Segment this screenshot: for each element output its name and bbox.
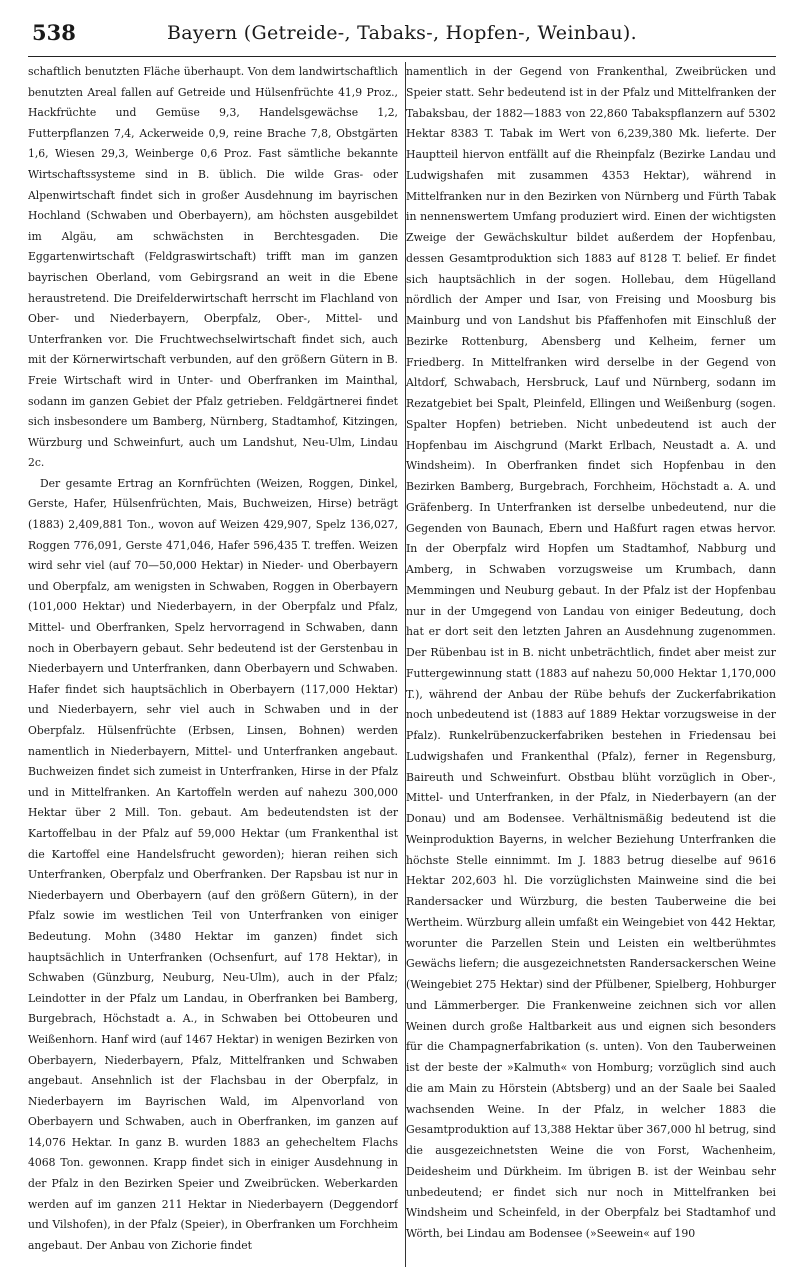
left-column bbox=[28, 62, 398, 1267]
text-columns bbox=[28, 62, 776, 1267]
paragraph: namentlich in der Gegend von Frankenthal, Zweibrücken und Speier statt. Sehr bedeutend ist in der Pfalz und Mittelfranken der Tabaksbau, der 1882—1883 von 22,860 Tabakspflanzern auf 5302 Hektar 8383 T. Tabak im Wert von 6,239,380 Mk. lieferte. Der Hauptteil hiervon entfällt auf die Rheinpfalz (Bezirke Landau und Ludwigshafen mit zusammen 4353 Hektar), während in Mittelfranken nur in den Bezirken von Nürnberg und Fürth Tabak in nennenswertem Umfang produziert wird. Einen der wichtigsten Zweige der Gewächskultur bildet außerdem der Hopfenbau, dessen Gesamtproduktion sich 1883 auf 8128 T. belief. Er findet sich hauptsächlich in der sogen. Hollebau, dem Hügelland nördlich der Amper und Isar, von Freising und Moosburg bis Mainburg und von Landshut bis Pfaffenhofen mit Einschluß der Bezirke Rottenburg, Abensberg und Kelheim, ferner um Friedberg. In Mittelfranken wird derselbe in der Gegend von Altdorf, Schwabach, Hersbruck, Lauf und Nürnberg, sodann im Rezatgebiet bei Spalt, Pleinfeld, Ellingen und Weißenburg (sogen. Spalter Hopfen) betrieben. Nicht unbedeutend ist auch der Hopfenbau im Aischgrund (Markt Erlbach, Neustadt a. A. und Windsheim). In Oberfranken findet sich Hopfenbau in den Bezirken Bamberg, Burgebrach, Forchheim, Höchstadt a. A. und Gräfenberg. In Unterfranken ist derselbe unbedeutend, nur die Gegenden von Baunach, Ebern und Haßfurt ragen etwas hervor. In der Oberpfalz wird Hopfen um Stadtamhof, Nabburg und Amberg, in Schwaben vorzugsweise um Krumbach, dann Memmingen und Neuburg gebaut. In der Pfalz ist der Hopfenbau nur in der Umgegend von Landau von einiger Bedeutung, doch hat er dort seit den letzten Jahren an Ausdehnung zugenommen. Der Rübenbau ist in B. nicht unbeträchtlich, findet aber meist zur Futtergewinnung statt (1883 auf nahezu 50,000 Hektar 1,170,000 T.), während der Anbau der Rübe behufs der Zuckerfabrikation noch unbedeutend ist (1883 auf 1889 Hektar vorzugsweise in der Pfalz). Runkelrübenzuckerfabriken bestehen in Friedensau bei Ludwigshafen und Frankenthal (Pfalz), ferner in Regensburg, Baireuth und Schweinfurt. Obstbau blüht vorzüglich in Ober-, Mittel- und Unterfranken, in der Pfalz, in Niederbayern (an der Donau) und am Bodensee. Verhältnismäßig bedeutend ist die Weinproduktion Bayerns, in welcher Beziehung Unterfranken die höchste Stelle einnimmt. Im J. 1883 betrug dieselbe auf 9616 Hektar 202,603 hl. Die vorzüglichsten Mainweine sind die bei Randersacker und Würzburg, die besten Tauberweine die bei Wertheim. Würzburg allein umfaßt ein Weingebiet von 442 Hektar, worunter die Parzellen Stein und Leisten ein weltberühmtes Gewächs liefern; die ausgezeichnetsten Randersackerschen Weine (Weingebiet 275 Hektar) sind der Pfülbener, Spielberg, Hohburger und Lämmerberger. Die Frankenweine zeichnen sich vor allen Weinen durch große Haltbarkeit aus und eignen sich besonders für die Champagnerfabrikation (s. unten). Von den Tauberweinen ist der beste der »Kalmuth« von Homburg; vorzüglich sind auch die am Main zu Hörstein (Abtsberg) und an der Saale bei Saaled wachsenden Weine. In der Pfalz, in welcher 1883 die Gesamtproduktion auf 13,388 Hektar über 367,000 hl betrug, sind die ausgezeichnetsten Weine die von Forst, Wachenheim, Deidesheim und Dürkheim. Im übrigen B. ist der Weinbau sehr unbedeutend; er findet sich nur noch in Mittelfranken bei Windsheim und Scheinfeld, in der Oberpfalz bei Stadtamhof und Wörth, bei Lindau am Bodensee (»Seewein« auf 190 bbox=[406, 65, 776, 1240]
right-column bbox=[406, 62, 776, 1267]
page-header bbox=[28, 16, 776, 57]
page-number: 538 bbox=[32, 20, 76, 45]
paragraph: Der gesamte Ertrag an Kornfrüchten (Weizen, Roggen, Dinkel, Gerste, Hafer, Hülsenfrüchten, Mais, Buchweizen, Hirse) beträgt (1883) 2,409,881 Ton., wovon auf Weizen 429,907, Spelz 136,027, Roggen 776,091, Gerste 471,046, Hafer 596,435 T. treffen. Weizen wird sehr viel (auf 70—50,000 Hektar) in Nieder- und Oberbayern und Oberpfalz, am wenigsten in Schwaben, Roggen in Oberbayern (101,000 Hektar) und Niederbayern, in der Oberpfalz und Pfalz, Mittel- und Oberfranken, Spelz hervorragend in Schwaben, dann noch in Oberbayern gebaut. Sehr bedeutend ist der Gerstenbau in Niederbayern und Unterfranken, dann Oberbayern und Schwaben. Hafer findet sich hauptsächlich in Oberbayern (117,000 Hektar) und Niederbayern, sehr viel auch in Schwaben und in der Oberpfalz. Hülsenfrüchte (Erbsen, Linsen, Bohnen) werden namentlich in Niederbayern, Mittel- und Unterfranken angebaut. Buchweizen findet sich zumeist in Unterfranken, Hirse in der Pfalz und in Mittelfranken. An Kartoffeln werden auf nahezu 300,000 Hektar über 2 Mill. Ton. gebaut. Am bedeutendsten ist der Kartoffelbau in der Pfalz auf 59,000 Hektar (um Frankenthal ist die Kartoffel eine Handelsfrucht geworden); hieran reihen sich Unterfranken, Oberpfalz und Oberfranken. Der Rapsbau ist nur in Niederbayern und Oberbayern (auf den größern Gütern), in der Pfalz sowie im westlichen Teil von Unterfranken von einiger Bedeutung. Mohn (3480 Hektar im ganzen) findet sich hauptsächlich in Unterfranken (Ochsenfurt, auf 178 Hektar), in Schwaben (Günzburg, Neuburg, Neu-Ulm), auch in der Pfalz; Leindotter in der Pfalz um Landau, in Oberfranken bei Bamberg, Burgebrach, Höchstadt a. A., in Schwaben bei Ottobeuren und Weißenhorn. Hanf wird (auf 1467 Hektar) in wenigen Bezirken von Oberbayern, Niederbayern, Pfalz, Mittelfranken und Schwaben angebaut. Ansehnlich ist der Flachsbau in der Oberpfalz, in Niederbayern im Bayrischen Wald, im Alpenvorland von Oberbayern und Schwaben, auch in Oberfranken, im ganzen auf 14,076 Hektar. In ganz B. wurden 1883 an gehecheltem Flachs 4068 Ton. gewonnen. Krapp findet sich in einiger Ausdehnung in der Pfalz in den Bezirken Speier und Zweibrücken. Weberkarden werden auf im ganzen 211 Hektar in Niederbayern (Deggendorf und Vilshofen), in der Pfalz (Speier), in Oberfranken um Forchheim angebaut. Der Anbau von Zichorie findet bbox=[28, 476, 398, 1252]
paragraph: schaftlich benutzten Fläche überhaupt. Von dem landwirtschaftlich benutzten Areal fallen auf Getreide und Hülsenfrüchte 41,9 Proz., Hackfrüchte und Gemüse 9,3, Handelsgewächse 1,2, Futterpflanzen 7,4, Ackerweide 0,9, reine Brache 7,8, Obstgärten 1,6, Wiesen 29,3, Weinberge 0,6 Proz. Fast sämtliche bekannte Wirtschaftssysteme sind in B. üblich. Die wilde Gras- oder Alpenwirtschaft findet sich in großer Ausdehnung im bayrischen Hochland (Schwaben und Oberbayern), am höchsten ausgebildet im Algäu, am schwächsten in Berchtesgaden. Die Eggartenwirtschaft (Feldgraswirtschaft) trifft man im ganzen bayrischen Oberland, vom Gebirgsrand an weit in die Ebene heraustretend. Die Dreifelderwirtschaft herrscht im Flachland von Ober- und Niederbayern, Oberpfalz, Ober-, Mittel- und Unterfranken vor. Die Fruchtwechselwirtschaft findet sich, auch mit der Körnerwirtschaft verbunden, auf den größern Gütern in B. Freie Wirtschaft wird in Unter- und Oberfranken im Mainthal, sodann im ganzen Gebiet der Pfalz getrieben. Feldgärtnerei findet sich insbesondere um Bamberg, Nürnberg, Stadtamhof, Kitzingen, Würzburg und Schweinfurt, auch um Landshut, Neu-Ulm, Lindau 2c. bbox=[28, 65, 398, 470]
running-title: Bayern (Getreide-, Tabaks-, Hopfen-, Weinbau). bbox=[167, 22, 637, 44]
